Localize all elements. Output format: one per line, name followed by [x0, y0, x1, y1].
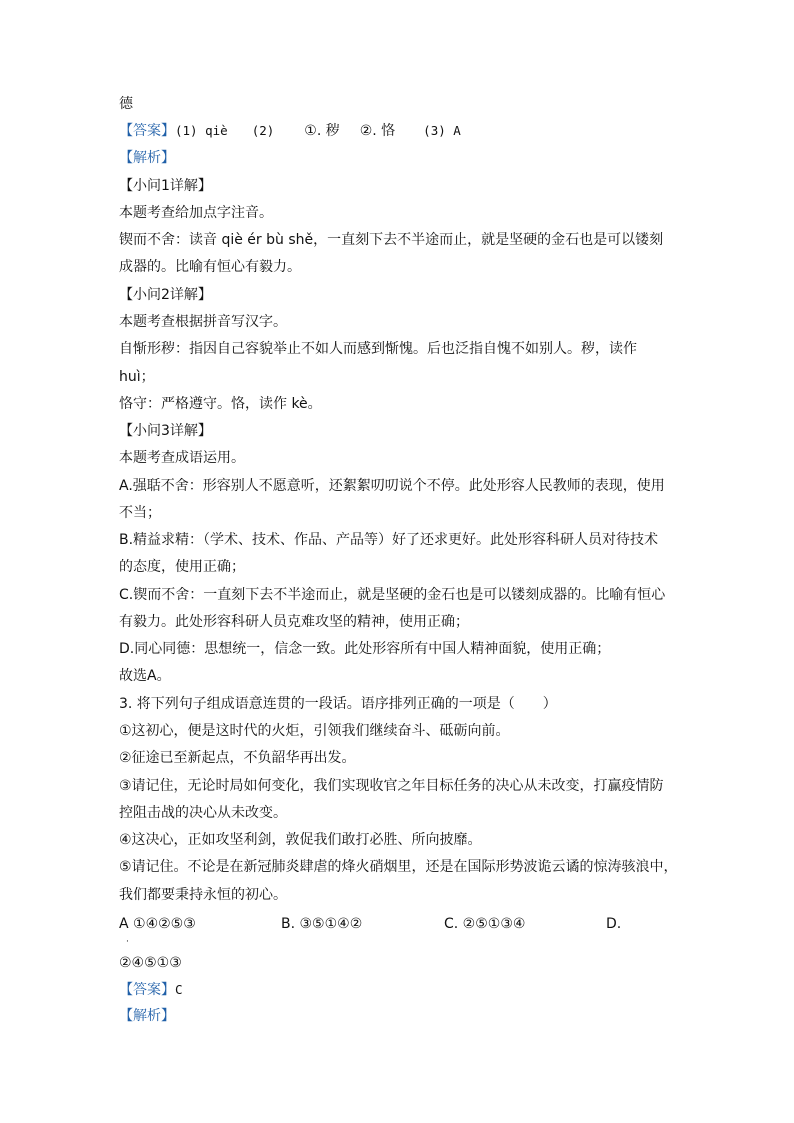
sub3-title: 【小问3详解】 [119, 423, 212, 439]
option-c: C. ②⑤①③④ [444, 916, 526, 932]
continued-text: 德 [119, 96, 133, 112]
sub3-line: 故选A。 [119, 668, 171, 684]
sub3-line: D.同心同德：思想统一，信念一致。此处形容所有中国人精神面貌，使用正确； [119, 641, 611, 657]
option-a: A ①④②⑤③ [119, 916, 196, 932]
q3-sentence: 控阻击战的决心从未改变。 [119, 805, 287, 821]
analysis-label: 【解析】 [119, 1008, 175, 1024]
answer-part-1: (1) qiè [175, 123, 228, 138]
q2-answer-line [119, 121, 679, 141]
option-d-continued: ②④⑤①③ [119, 955, 182, 971]
sub2-title: 【小问2详解】 [119, 287, 212, 303]
sub1-line: 本题考查给加点字注音。 [119, 205, 273, 221]
q3-sentence: ⑤请记住。不论是在新冠肺炎肆虐的烽火硝烟里，还是在国际形势波诡云谲的惊涛骇浪中， [119, 859, 678, 875]
q3-sentence: ②征途已至新起点，不负韶华再出发。 [119, 750, 356, 766]
sub3-line: 本题考查成语运用。 [119, 450, 245, 466]
answer-part-2: (2) [251, 123, 275, 138]
q3-sentence: ④这决心，正如攻坚利剑，敦促我们敢打必胜、所向披靡。 [119, 832, 482, 848]
analysis-label: 【解析】 [119, 150, 175, 166]
answer-part-5: (3) A [423, 123, 461, 138]
sub1-title: 【小问1详解】 [119, 178, 212, 194]
q3-answer-value: C [175, 982, 183, 997]
answer-part-4: ②. 恪 [359, 123, 396, 139]
sub3-line: 的态度，使用正确； [119, 559, 245, 575]
sub1-line: 成器的。比喻有恒心有毅力。 [119, 259, 301, 275]
answer-label: 【答案】 [119, 123, 175, 139]
option-b: B. ③⑤①④② [281, 916, 363, 932]
q3-sentence: 我们都要秉持永恒的初心。 [119, 887, 287, 903]
sub3-line: A.强聒不舍：形容别人不愿意听，还絮絮叨叨说个不停。此处形容人民教师的表现，使用 [119, 478, 665, 494]
sub1-line: 锲而不舍：读音 qiè ér bù shě，一直刻下去不半途而止，就是坚硬的金石也是可以镂刻 [119, 232, 664, 248]
option-a-dot-mark: · [126, 937, 129, 947]
answer-part-3: ①. 秽 [304, 123, 340, 139]
sub2-line: 本题考查根据拼音写汉字。 [119, 314, 287, 330]
sub3-line: C.锲而不舍：一直刻下去不半途而止，就是坚硬的金石也是可以镂刻成器的。比喻有恒心 [119, 587, 666, 603]
sub2-line: 恪守：严格遵守。恪，读作 kè。 [119, 396, 322, 412]
q3-options-row [119, 914, 679, 934]
sub3-line: 有毅力。此处形容科研人员克难攻坚的精神，使用正确； [119, 614, 469, 630]
q3-stem: 3. 将下列句子组成语意连贯的一段话。语序排列正确的一项是（ ） [119, 696, 557, 712]
sub2-line: 自惭形秽：指因自己容貌举止不如人而感到惭愧。后也泛指自愧不如别人。秽，读作 [119, 341, 637, 357]
q3-answer-line [119, 980, 679, 1000]
sub3-line: 不当； [119, 505, 161, 521]
answer-label: 【答案】 [119, 982, 175, 998]
sub3-line: B.精益求精：（学术、技术、作品、产品等）好了还求更好。此处形容科研人员对待技术 [119, 532, 659, 548]
sub2-line: huì； [119, 369, 155, 385]
q3-sentence: ①这初心，便是这时代的火炬，引领我们继续奋斗、砥砺向前。 [119, 723, 510, 739]
option-d: D. [606, 916, 622, 932]
q3-sentence: ③请记住，无论时局如何变化，我们实现收官之年目标任务的决心从未改变，打赢疫情防 [119, 778, 664, 794]
